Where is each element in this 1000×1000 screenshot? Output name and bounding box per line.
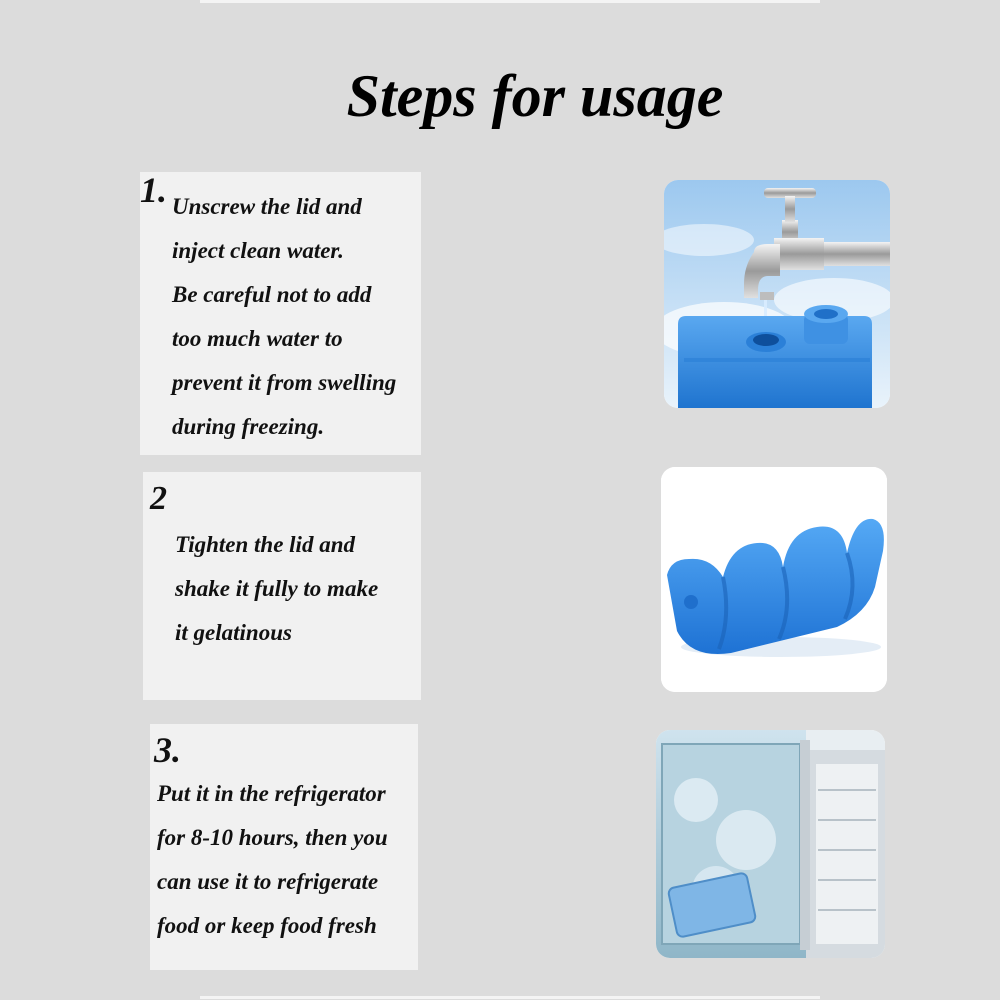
faucet-filling-ice-pack-image: [664, 180, 890, 408]
step-3-line: for 8-10 hours, then you: [157, 825, 388, 850]
step-3-text: [157, 772, 388, 948]
step-1-line: prevent it from swelling: [172, 370, 397, 395]
step-1-line: Unscrew the lid and: [172, 194, 362, 219]
blue-ice-pack-image: [661, 467, 887, 692]
step-2-line: it gelatinous: [175, 620, 292, 645]
step-1-text: [172, 185, 396, 449]
step-1-line: too much water to: [172, 326, 343, 351]
step-1-line: Be careful not to add: [172, 282, 372, 307]
top-divider: [200, 0, 820, 3]
step-3-card: [150, 724, 418, 970]
page-title: Steps for usage: [346, 63, 724, 129]
step-2-text: [175, 523, 378, 655]
step-2-line: Tighten the lid and: [175, 532, 355, 557]
ice-pack-in-freezer-image: [656, 730, 885, 958]
bottom-divider: [200, 996, 820, 999]
step-1-number: 1.: [140, 170, 167, 210]
step-1-line: during freezing.: [172, 414, 325, 439]
step-3-number: 3.: [154, 730, 181, 770]
step-2-card: [143, 472, 421, 700]
step-3-line: can use it to refrigerate: [157, 869, 379, 894]
step-2-line: shake it fully to make: [175, 576, 379, 601]
step-3-line: Put it in the refrigerator: [157, 781, 386, 806]
step-1-line: inject clean water.: [172, 238, 344, 263]
step-3-line: food or keep food fresh: [157, 913, 377, 938]
step-2-number: 2: [150, 480, 167, 517]
step-1-card: [140, 172, 421, 455]
